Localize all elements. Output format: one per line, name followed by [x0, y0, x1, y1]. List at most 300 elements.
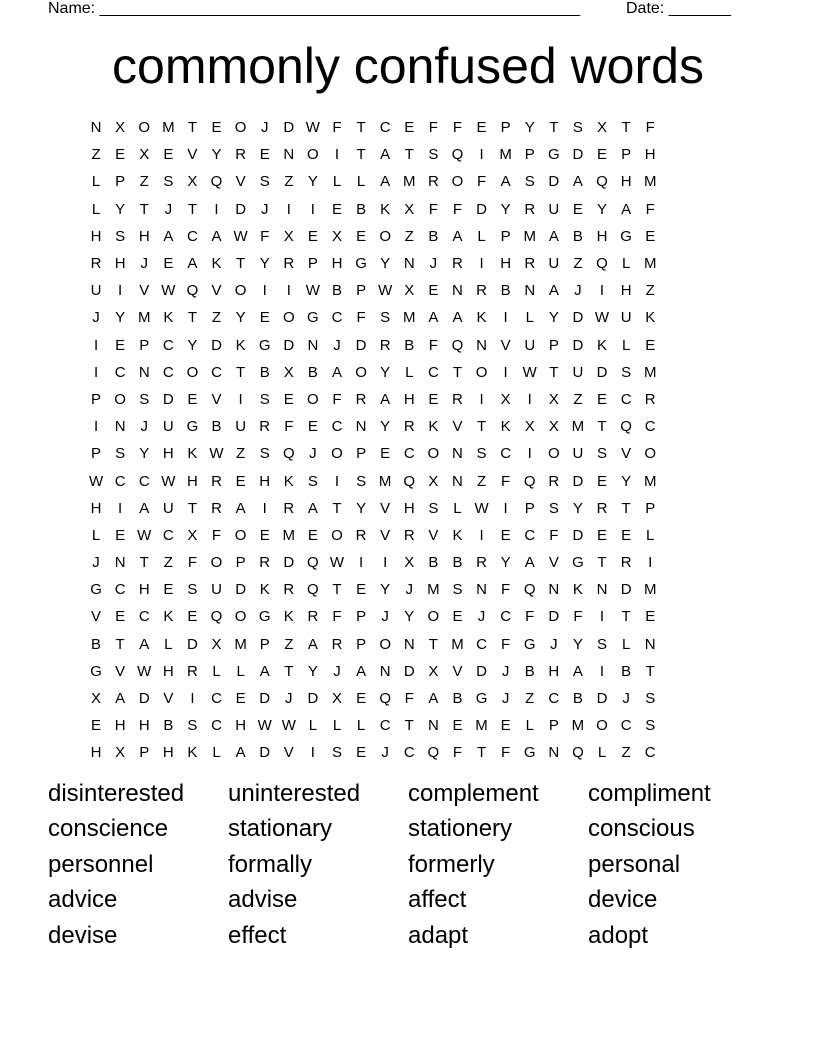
grid-letter: J	[501, 662, 510, 680]
grid-letter: O	[355, 363, 367, 381]
grid-letter: Q	[307, 581, 319, 599]
grid-letter: C	[162, 336, 174, 354]
grid-letter: X	[500, 390, 511, 408]
grid-letter: E	[235, 690, 246, 708]
grid-letter: O	[186, 363, 199, 381]
grid-letter: O	[114, 390, 126, 408]
grid-letter: X	[283, 363, 294, 381]
grid-letter: M	[475, 717, 488, 735]
grid-letter: M	[643, 472, 657, 490]
grid-letter: R	[524, 255, 536, 273]
grid-letter: K	[187, 744, 198, 762]
worksheet-header	[48, 0, 744, 20]
grid-letter: D	[355, 336, 367, 354]
grid-row	[84, 522, 744, 549]
grid-letter: J	[164, 200, 173, 218]
grid-letter: C	[548, 690, 560, 708]
grid-letter: U	[548, 200, 560, 218]
grid-letter: I	[479, 255, 484, 273]
grid-letter: C	[427, 363, 439, 381]
grid-letter: Y	[259, 255, 270, 273]
grid-letter: I	[334, 146, 340, 164]
grid-letter: N	[548, 581, 560, 599]
grid-letter: P	[548, 336, 559, 354]
grid-letter: A	[211, 227, 222, 245]
grid-letter: L	[332, 173, 342, 191]
grid-letter: I	[503, 499, 508, 517]
grid-letter: E	[404, 119, 415, 137]
grid-letter: C	[403, 445, 415, 463]
word-bank-item: uninterested	[228, 780, 361, 807]
grid-letter: Z	[525, 690, 535, 708]
grid-letter: D	[572, 309, 584, 327]
grid-letter: Z	[236, 445, 246, 463]
grid-letter: G	[523, 744, 536, 762]
grid-letter: S	[115, 445, 126, 463]
grid-letter: E	[259, 309, 270, 327]
grid-letter: E	[428, 282, 439, 300]
grid-letter: Q	[451, 336, 464, 354]
grid-letter: Y	[621, 472, 632, 490]
grid-letter: D	[138, 690, 150, 708]
grid-letter: P	[645, 499, 656, 517]
grid-letter: I	[262, 499, 267, 517]
grid-letter: K	[428, 418, 439, 436]
grid-row	[84, 304, 744, 331]
grid-letter: D	[187, 635, 198, 653]
grid-letter: V	[621, 445, 632, 463]
grid-letter: U	[572, 363, 584, 381]
grid-letter: Y	[211, 146, 222, 164]
grid-letter: T	[115, 635, 125, 653]
grid-letter: J	[260, 119, 269, 137]
grid-letter: O	[307, 146, 319, 164]
grid-letter: Y	[380, 255, 391, 273]
grid-letter: Q	[379, 690, 391, 708]
grid-letter: H	[138, 717, 150, 735]
grid-row	[84, 277, 744, 304]
word-bank-item: devise	[48, 921, 118, 949]
grid-letter: H	[162, 445, 174, 463]
grid-letter: I	[503, 309, 508, 327]
grid-letter: R	[403, 418, 415, 436]
grid-letter: N	[596, 581, 608, 599]
grid-letter: E	[163, 581, 174, 599]
grid-letter: B	[572, 227, 583, 245]
grid-letter: S	[163, 173, 174, 191]
grid-letter: P	[115, 173, 126, 191]
grid-letter: F	[645, 200, 655, 218]
grid-letter: U	[211, 581, 222, 599]
grid-letter: J	[333, 662, 341, 680]
grid-letter: M	[378, 472, 392, 490]
grid-letter: T	[356, 119, 366, 137]
grid-letter: S	[476, 445, 487, 463]
grid-letter: E	[476, 119, 487, 137]
grid-letter: G	[547, 146, 560, 164]
grid-letter: S	[187, 717, 198, 735]
grid-letter: K	[380, 200, 391, 218]
grid-letter: D	[476, 662, 487, 680]
grid-letter: J	[92, 309, 100, 327]
grid-letter: P	[259, 635, 270, 653]
grid-letter: S	[645, 690, 656, 708]
grid-letter: O	[234, 282, 247, 300]
grid-letter: H	[90, 227, 102, 245]
grid-letter: E	[500, 526, 511, 544]
grid-letter: A	[572, 662, 583, 680]
grid-letter: Y	[380, 581, 391, 599]
grid-letter: X	[404, 554, 415, 572]
grid-letter: J	[381, 608, 389, 626]
grid-letter: O	[596, 717, 608, 735]
grid-letter: V	[115, 662, 126, 680]
grid-letter: U	[90, 282, 102, 300]
grid-letter: H	[90, 744, 102, 762]
grid-letter: C	[162, 526, 174, 544]
grid-letter: E	[235, 472, 246, 490]
grid-letter: D	[403, 662, 415, 680]
grid-letter: P	[139, 336, 150, 354]
grid-letter: U	[620, 309, 632, 327]
grid-letter: C	[114, 363, 126, 381]
grid-letter: V	[428, 526, 439, 544]
grid-letter: S	[645, 717, 656, 735]
grid-letter: N	[90, 119, 102, 137]
grid-letter: L	[646, 526, 655, 544]
grid-letter: N	[355, 418, 367, 436]
grid-letter: I	[93, 418, 99, 436]
grid-letter: D	[476, 200, 487, 218]
grid-letter: K	[235, 336, 246, 354]
grid-letter: B	[452, 690, 463, 708]
grid-letter: C	[114, 472, 126, 490]
grid-letter: S	[597, 635, 608, 653]
grid-letter: N	[476, 581, 487, 599]
grid-letter: T	[549, 119, 559, 137]
grid-letter: L	[308, 717, 318, 735]
grid-letter: Y	[380, 418, 391, 436]
grid-letter: Y	[380, 363, 391, 381]
grid-letter: I	[93, 363, 99, 381]
grid-letter: N	[644, 635, 656, 653]
grid-letter: T	[476, 744, 487, 762]
grid-letter: L	[405, 363, 414, 381]
letter-grid	[84, 114, 744, 767]
grid-letter: H	[403, 499, 415, 517]
grid-letter: J	[550, 635, 558, 653]
grid-letter: H	[644, 146, 656, 164]
grid-letter: E	[428, 390, 439, 408]
grid-letter: X	[428, 662, 439, 680]
grid-letter: M	[523, 227, 536, 245]
grid-letter: V	[211, 390, 222, 408]
grid-letter: D	[620, 581, 632, 599]
grid-letter: B	[331, 282, 342, 300]
word-bank-item: stationery	[408, 815, 513, 843]
grid-letter: A	[115, 690, 126, 708]
grid-letter: Y	[597, 200, 608, 218]
grid-letter: D	[572, 526, 584, 544]
grid-letter: B	[307, 363, 318, 381]
grid-letter: T	[139, 554, 149, 572]
grid-letter: F	[573, 608, 583, 626]
grid-letter: O	[379, 635, 391, 653]
grid-letter: V	[380, 526, 391, 544]
grid-letter: L	[91, 526, 101, 544]
word-bank-item: compliment	[588, 780, 711, 807]
grid-letter: O	[234, 608, 247, 626]
grid-letter: R	[211, 472, 222, 490]
grid-letter: R	[476, 282, 487, 300]
grid-letter: D	[235, 581, 247, 599]
grid-letter: P	[356, 445, 367, 463]
grid-letter: D	[283, 119, 295, 137]
grid-letter: E	[115, 146, 126, 164]
grid-letter: R	[331, 635, 343, 653]
grid-letter: C	[379, 119, 391, 137]
grid-letter: U	[524, 336, 536, 354]
grid-letter: B	[91, 635, 102, 653]
grid-letter: A	[380, 390, 391, 408]
grid-letter: P	[500, 119, 511, 137]
grid-letter: D	[283, 554, 295, 572]
grid-letter: D	[596, 690, 608, 708]
grid-letter: Z	[211, 309, 222, 327]
grid-letter: L	[621, 255, 631, 273]
grid-letter: T	[356, 146, 366, 164]
grid-letter: G	[620, 227, 632, 245]
grid-letter: R	[259, 418, 271, 436]
grid-letter: A	[139, 635, 150, 653]
grid-letter: C	[476, 635, 487, 653]
grid-letter: J	[333, 336, 341, 354]
grid-letter: F	[476, 173, 487, 191]
grid-letter: T	[549, 363, 559, 381]
word-bank-item: affect	[408, 886, 467, 914]
grid-letter: T	[187, 119, 197, 137]
grid-letter: F	[525, 608, 535, 626]
word-bank-item: stationary	[228, 815, 333, 843]
grid-letter: X	[404, 200, 415, 218]
grid-letter: W	[281, 717, 296, 735]
word-bank-item: effect	[228, 921, 287, 949]
grid-letter: I	[214, 200, 219, 218]
grid-letter: Z	[404, 227, 414, 245]
grid-letter: A	[307, 499, 318, 517]
grid-letter: E	[91, 717, 102, 735]
grid-letter: V	[283, 744, 294, 762]
grid-letter: B	[524, 662, 535, 680]
grid-letter: A	[548, 227, 559, 245]
grid-letter: H	[620, 282, 632, 300]
grid-letter: E	[597, 146, 608, 164]
grid-letter: K	[259, 581, 270, 599]
grid-letter: N	[427, 717, 439, 735]
grid-letter: C	[211, 363, 222, 381]
grid-letter: B	[452, 554, 463, 572]
grid-letter: T	[621, 119, 631, 137]
grid-letter: M	[571, 418, 585, 436]
grid-letter: S	[259, 445, 270, 463]
grid-letter: H	[114, 717, 126, 735]
grid-letter: C	[187, 227, 198, 245]
grid-letter: L	[236, 662, 245, 680]
grid-letter: H	[138, 581, 150, 599]
grid-letter: Y	[500, 554, 511, 572]
grid-letter: X	[187, 526, 198, 544]
grid-letter: S	[597, 445, 608, 463]
grid-letter: V	[452, 662, 463, 680]
grid-letter: Q	[210, 608, 223, 626]
grid-letter: Q	[572, 744, 584, 762]
grid-letter: E	[645, 336, 656, 354]
grid-letter: S	[307, 472, 318, 490]
grid-letter: J	[381, 744, 389, 762]
grid-letter: J	[574, 282, 582, 300]
grid-letter: V	[211, 282, 222, 300]
grid-letter: N	[524, 282, 536, 300]
grid-letter: I	[599, 662, 605, 680]
grid-row	[84, 467, 744, 494]
grid-letter: L	[525, 717, 534, 735]
grid-letter: H	[259, 472, 271, 490]
grid-letter: S	[428, 146, 439, 164]
grid-letter: O	[547, 445, 560, 463]
grid-letter: N	[307, 336, 319, 354]
grid-letter: R	[259, 554, 271, 572]
grid-letter: A	[428, 690, 439, 708]
grid-letter: Y	[404, 608, 415, 626]
grid-letter: W	[378, 282, 393, 300]
grid-letter: K	[283, 472, 294, 490]
grid-letter: R	[307, 608, 319, 626]
grid-letter: Q	[427, 744, 440, 762]
grid-letter: K	[163, 309, 174, 327]
grid-letter: X	[211, 635, 222, 653]
grid-letter: N	[114, 418, 126, 436]
grid-letter: O	[427, 445, 440, 463]
grid-letter: C	[644, 418, 656, 436]
grid-letter: X	[115, 119, 126, 137]
grid-letter: S	[259, 173, 270, 191]
grid-letter: O	[307, 390, 319, 408]
grid-letter: C	[138, 608, 150, 626]
grid-letter: F	[549, 526, 559, 544]
grid-row	[84, 576, 744, 603]
grid-letter: J	[622, 690, 630, 708]
grid-letter: G	[355, 255, 367, 273]
grid-letter: D	[572, 336, 584, 354]
grid-letter: Y	[307, 662, 318, 680]
grid-letter: T	[404, 146, 414, 164]
grid-letter: W	[233, 227, 248, 245]
grid-letter: C	[500, 608, 512, 626]
grid-letter: S	[548, 499, 559, 517]
grid-letter: V	[380, 499, 391, 517]
grid-letter: Y	[572, 499, 583, 517]
grid-letter: U	[162, 418, 174, 436]
word-bank-item: advise	[228, 886, 298, 914]
grid-letter: W	[209, 445, 224, 463]
grid-letter: W	[161, 472, 176, 490]
grid-letter: L	[91, 173, 101, 191]
grid-letter: L	[621, 336, 631, 354]
grid-letter: W	[474, 499, 489, 517]
grid-letter: Z	[91, 146, 101, 164]
grid-letter: A	[139, 499, 150, 517]
grid-letter: J	[92, 554, 100, 572]
grid-letter: L	[621, 635, 631, 653]
grid-letter: L	[212, 744, 221, 762]
grid-letter: E	[211, 119, 222, 137]
grid-letter: E	[597, 390, 608, 408]
grid-letter: E	[307, 526, 318, 544]
grid-letter: D	[307, 690, 319, 708]
word-bank-item: formally	[228, 850, 313, 878]
grid-letter: N	[476, 336, 487, 354]
grid-letter: P	[356, 608, 367, 626]
grid-letter: T	[621, 608, 631, 626]
grid-letter: T	[139, 200, 149, 218]
grid-letter: P	[524, 146, 535, 164]
grid-letter: I	[286, 282, 291, 300]
grid-letter: O	[234, 119, 247, 137]
grid-letter: I	[527, 390, 532, 408]
grid-letter: Y	[187, 336, 198, 354]
grid-letter: W	[594, 309, 610, 327]
word-bank-item: conscious	[588, 815, 695, 843]
grid-letter: H	[500, 255, 512, 273]
grid-letter: P	[307, 255, 318, 273]
grid-row	[84, 141, 744, 168]
grid-letter: G	[258, 336, 271, 354]
grid-letter: S	[452, 581, 463, 599]
grid-letter: R	[379, 336, 391, 354]
grid-letter: Z	[645, 282, 655, 300]
grid-letter: H	[331, 255, 343, 273]
word-bank-item: disinterested	[48, 780, 185, 807]
grid-letter: O	[644, 445, 657, 463]
grid-letter: E	[452, 608, 463, 626]
grid-letter: H	[114, 255, 126, 273]
grid-letter: Z	[139, 173, 149, 191]
grid-letter: P	[548, 717, 559, 735]
grid-letter: C	[620, 390, 632, 408]
grid-letter: X	[115, 744, 126, 762]
grid-letter: C	[331, 418, 343, 436]
grid-letter: T	[236, 255, 246, 273]
grid-letter: D	[259, 744, 271, 762]
grid-letter: F	[332, 390, 342, 408]
word-bank-item: device	[588, 886, 658, 914]
grid-letter: G	[523, 635, 536, 653]
grid-letter: V	[163, 690, 174, 708]
grid-letter: T	[428, 635, 438, 653]
grid-letter: F	[284, 418, 294, 436]
grid-letter: I	[286, 200, 291, 218]
grid-letter: Q	[620, 418, 632, 436]
grid-letter: V	[235, 173, 246, 191]
grid-letter: F	[428, 119, 438, 137]
grid-letter: V	[500, 336, 511, 354]
grid-letter: F	[645, 119, 655, 137]
grid-letter: S	[259, 390, 270, 408]
grid-letter: R	[187, 662, 198, 680]
grid-letter: B	[259, 363, 270, 381]
grid-letter: L	[477, 227, 486, 245]
grid-letter: B	[163, 717, 174, 735]
